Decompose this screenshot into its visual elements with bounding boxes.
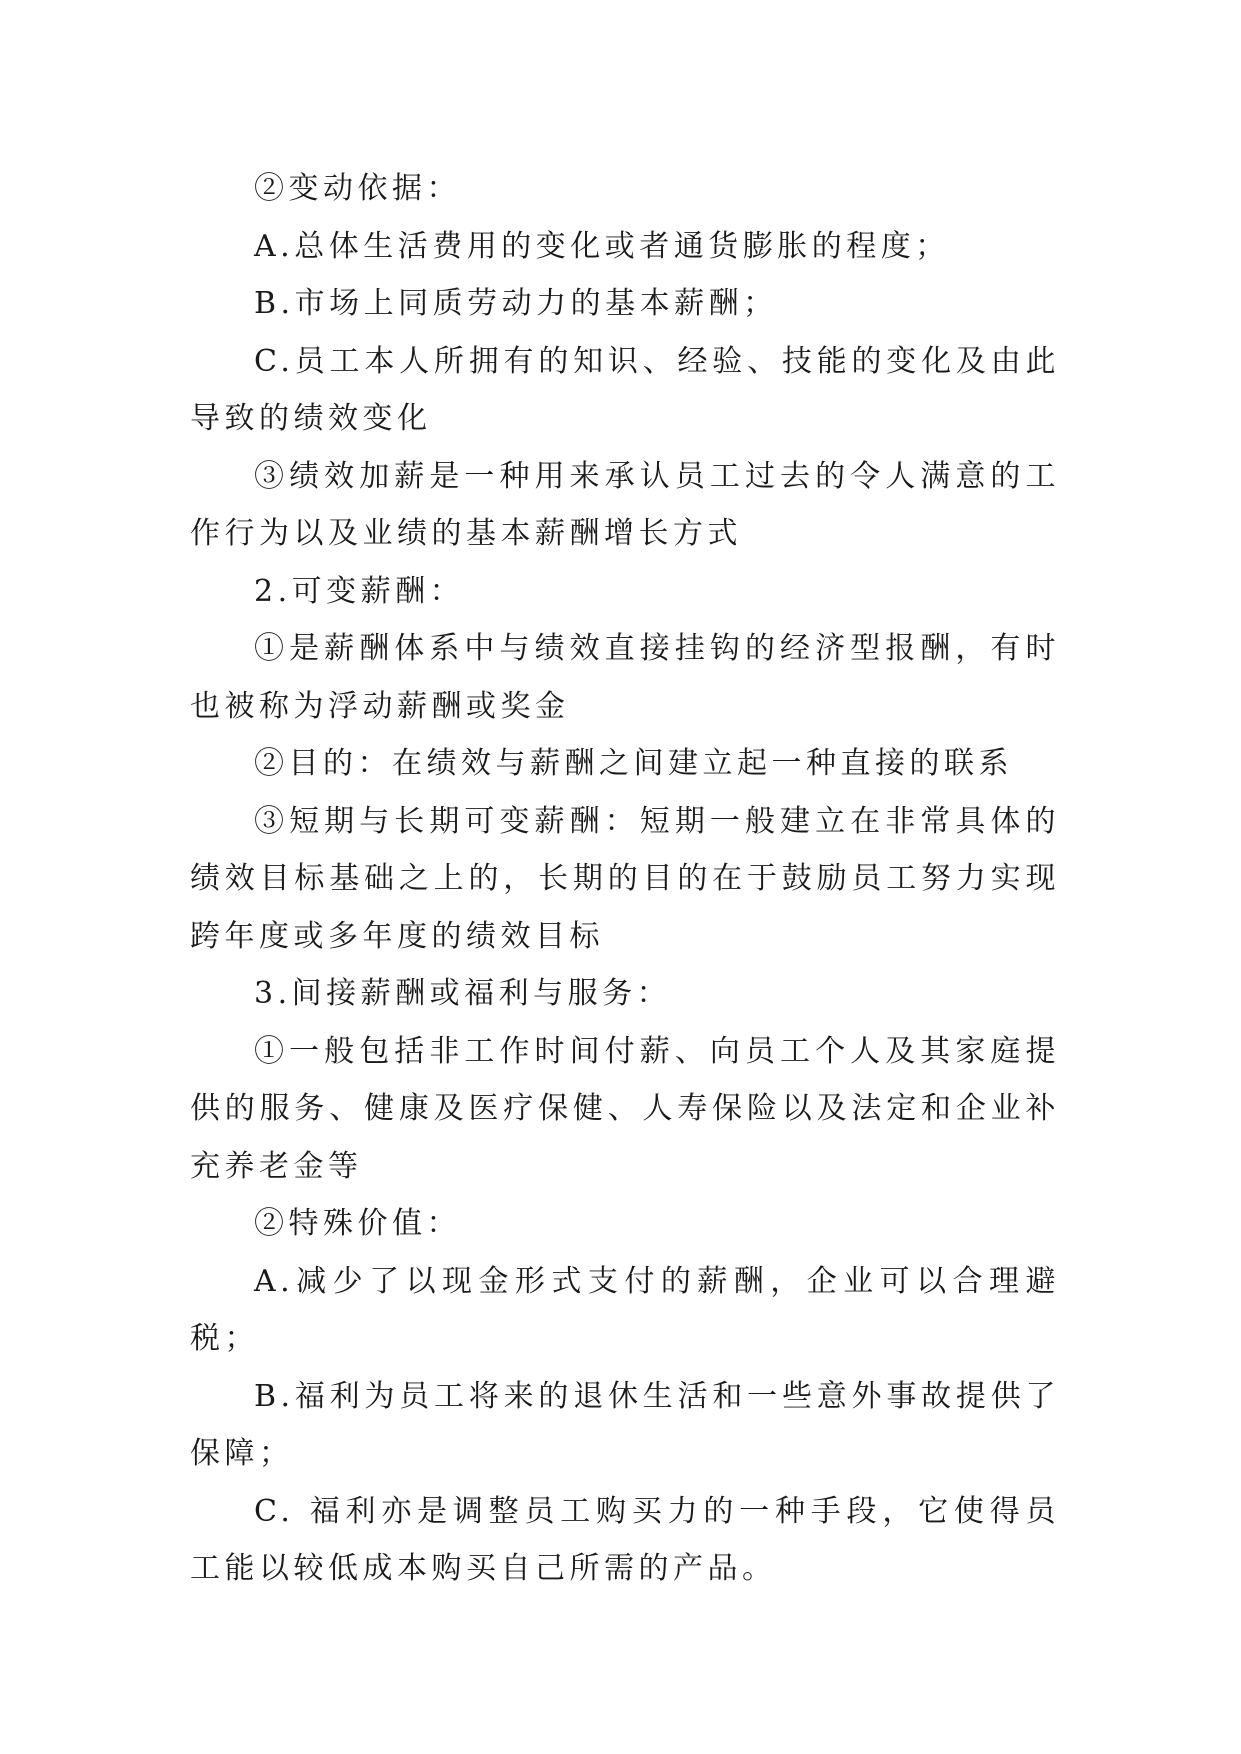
paragraph-indirect-pay-heading: 3.间接薪酬或福利与服务： [254,976,672,1011]
paragraph-change-basis-heading: ②变动依据： [254,171,461,206]
document-body [190,160,1060,1598]
paragraph-variable-pay-heading: 2.可变薪酬： [254,573,465,609]
paragraph-basis-b: B.市场上同质劳动力的基本薪酬； [254,286,778,321]
paragraph-variable-pay-definition: ①是薪酬体系中与绩效直接挂钩的经济型报酬，有时也被称为浮动薪酬或奖金 [190,631,1060,724]
paragraph-value-b: B.福利为员工将来的退休生活和一些意外事故提供了保障； [190,1378,1060,1471]
paragraph-variable-pay-purpose: ②目的：在绩效与薪酬之间建立起一种直接的联系 [254,746,1013,781]
paragraph-merit-increase: ③绩效加薪是一种用来承认员工过去的令人满意的工作行为以及业绩的基本薪酬增长方式 [190,458,1060,551]
paragraph-value-a: A.减少了以现金形式支付的薪酬，企业可以合理避税； [190,1263,1060,1356]
paragraph-value-c: C. 福利亦是调整员工购买力的一种手段，它使得员工能以较低成本购买自己所需的产品。 [190,1493,1060,1586]
paragraph-basis-a: A.总体生活费用的变化或者通货膨胀的程度； [254,228,950,264]
paragraph-special-value-heading: ②特殊价值： [254,1206,461,1241]
paragraph-basis-c: C.员工本人所拥有的知识、经验、技能的变化及由此导致的绩效变化 [190,343,1060,436]
paragraph-indirect-pay-definition: ①一般包括非工作时间付薪、向员工个人及其家庭提供的服务、健康及医疗保健、人寿保险以及法定和企业补充养老金等 [190,1033,1060,1184]
paragraph-short-long-term: ③短期与长期可变薪酬：短期一般建立在非常具体的绩效目标基础之上的，长期的目的在于鼓励员工努力实现跨年度或多年度的绩效目标 [190,803,1060,954]
